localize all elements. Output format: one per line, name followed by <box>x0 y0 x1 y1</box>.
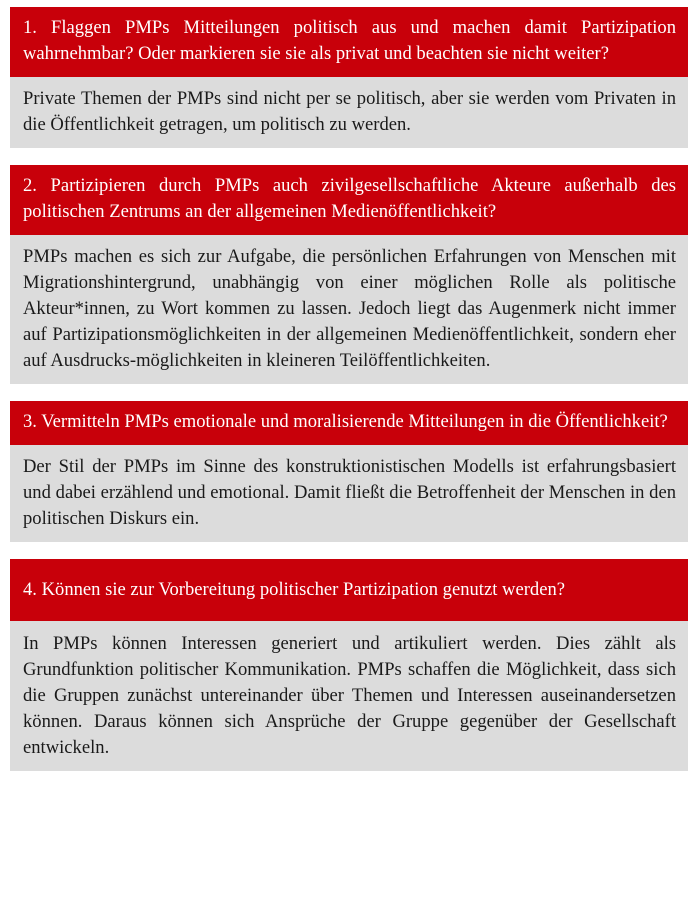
qa-block-4 <box>10 559 688 771</box>
answer-3: Der Stil der PMPs im Sinne des konstruktionistischen Modells ist erfahrungsbasiert und dabei erzählend und emotional. Damit fließt die Betroffenheit der Menschen in den politischen Diskurs ein. <box>10 445 688 542</box>
answer-1: Private Themen der PMPs sind nicht per se politisch, aber sie werden vom Privaten in die Öffentlichkeit getragen, um politisch zu werden. <box>10 77 688 148</box>
qa-block-2 <box>10 165 688 384</box>
qa-block-3 <box>10 401 688 542</box>
question-2: 2. Partizipieren durch PMPs auch zivilgesellschaftliche Akteure außerhalb des politischen Zentrums an der allgemeinen Medienöffentlichkeit? <box>10 165 688 235</box>
question-3: 3. Vermitteln PMPs emotionale und moralisierende Mitteilungen in die Öffentlichkeit? <box>10 401 688 445</box>
question-1: 1. Flaggen PMPs Mitteilungen politisch aus und machen damit Partizipation wahrnehmbar? Oder markieren sie sie als privat und beachten sie nicht weiter? <box>10 7 688 77</box>
answer-4: In PMPs können Interessen generiert und artikuliert werden. Dies zählt als Grundfunktion politischer Kommunikation. PMPs schaffen die Möglichkeit, dass sich die Gruppen zunächst untereinander über Themen und Interessen auseinandersetzen können. Daraus können sich Ansprüche der Gruppe gegenüber der Gesellschaft entwickeln. <box>10 621 688 771</box>
question-4: 4. Können sie zur Vorbereitung politischer Partizipation genutzt werden? <box>10 559 688 621</box>
answer-2: PMPs machen es sich zur Aufgabe, die persönlichen Erfahrungen von Menschen mit Migrationshintergrund, unabhängig von einer möglichen Rolle als politische Akteur*innen, zu Wort kommen zu lassen. Jedoch liegt das Augenmerk nicht immer auf Partizipationsmöglichkeiten in der allgemeinen Medienöffentlichkeit, sondern eher auf Ausdrucks-möglichkeiten in kleineren Teilöffentlichkeiten. <box>10 235 688 384</box>
qa-block-1 <box>10 7 688 148</box>
qa-document <box>10 7 688 788</box>
